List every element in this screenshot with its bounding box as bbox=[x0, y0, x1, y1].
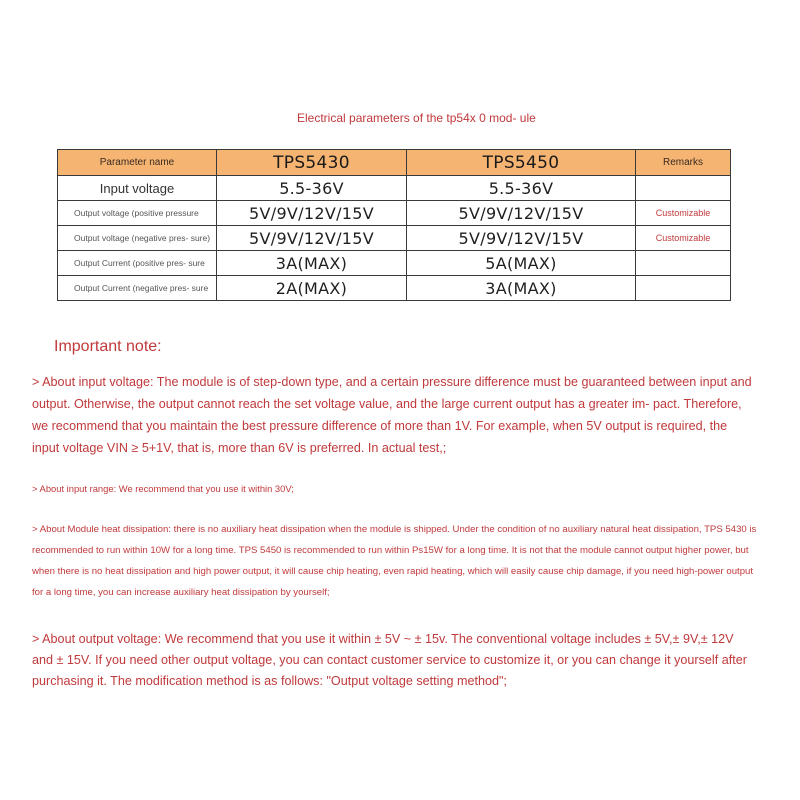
row-name: Input voltage bbox=[58, 176, 217, 201]
row-tps5450-value: 5V/9V/12V/15V bbox=[407, 226, 636, 251]
row-remark bbox=[636, 251, 731, 276]
row-remark bbox=[636, 176, 731, 201]
note-input-range: > About input range: We recommend that you use it within 30V; bbox=[32, 483, 294, 494]
header-parameter-name: Parameter name bbox=[58, 150, 217, 176]
header-tps5430: TPS5430 bbox=[217, 150, 407, 176]
header-remarks: Remarks bbox=[636, 150, 731, 176]
table-row bbox=[58, 176, 731, 201]
row-tps5430-value: 5V/9V/12V/15V bbox=[217, 226, 407, 251]
row-tps5430-value: 5V/9V/12V/15V bbox=[217, 201, 407, 226]
table-caption: Electrical parameters of the tp54x 0 mod- ule bbox=[297, 111, 536, 125]
table-row bbox=[58, 226, 731, 251]
row-tps5450-value: 5A(MAX) bbox=[407, 251, 636, 276]
table-row bbox=[58, 251, 731, 276]
header-tps5450: TPS5450 bbox=[407, 150, 636, 176]
row-tps5430-value: 3A(MAX) bbox=[217, 251, 407, 276]
note-heat-dissipation: > About Module heat dissipation: there is no auxiliary heat dissipation when the module is shipped. Under the condition of no auxiliary natural heat dissipation, TPS 5430 is recommended to run within 10W for a long time. TPS 5450 is recommended to run within Ps15W for a long time. It is not that the module cannot output higher power, but when there is no heat dissipation and high power output, it will cause chip heating, even rapid heating, which will easily cause chip damage, if you need high-power output for a long time, you can increase auxiliary heat dissipation by yourself; bbox=[32, 524, 757, 598]
row-remark: Customizable bbox=[636, 226, 731, 251]
row-remark: Customizable bbox=[636, 201, 731, 226]
row-name: Output Current (positive pres- sure bbox=[58, 251, 217, 276]
note-output-voltage: > About output voltage: We recommend that you use it within ± 5V ~ ± 15v. The conventional voltage includes ± 5V,± 9V,± 12V and ± 15V. If you need other output voltage, you can contact customer service to customize it, or you can change it yourself after purchasing it. The modification method is as follows: "Output voltage setting method"; bbox=[32, 632, 747, 688]
row-name: Output voltage (negative pres- sure) bbox=[58, 226, 217, 251]
parameters-table bbox=[57, 149, 731, 301]
row-remark bbox=[636, 276, 731, 301]
note-input-voltage: > About input voltage: The module is of step-down type, and a certain pressure difference must be guaranteed between input and output. Otherwise, the output cannot reach the set voltage value, and the large current output has a greater im- pact. Therefore, we recommend that you maintain the best pressure difference of more than 1V. For example, when 5V output is required, the input voltage VIN ≥ 5+1V, that is, more than 6V is preferred. In actual test,; bbox=[32, 375, 752, 455]
table-row bbox=[58, 201, 731, 226]
row-name: Output Current (negative pres- sure bbox=[58, 276, 217, 301]
table-row bbox=[58, 276, 731, 301]
row-tps5450-value: 5V/9V/12V/15V bbox=[407, 201, 636, 226]
row-tps5450-value: 3A(MAX) bbox=[407, 276, 636, 301]
table-header-row bbox=[58, 150, 731, 176]
row-tps5430-value: 5.5-36V bbox=[217, 176, 407, 201]
row-name: Output voltage (positive pressure bbox=[58, 201, 217, 226]
row-tps5430-value: 2A(MAX) bbox=[217, 276, 407, 301]
important-note-title: Important note: bbox=[54, 338, 162, 355]
row-tps5450-value: 5.5-36V bbox=[407, 176, 636, 201]
